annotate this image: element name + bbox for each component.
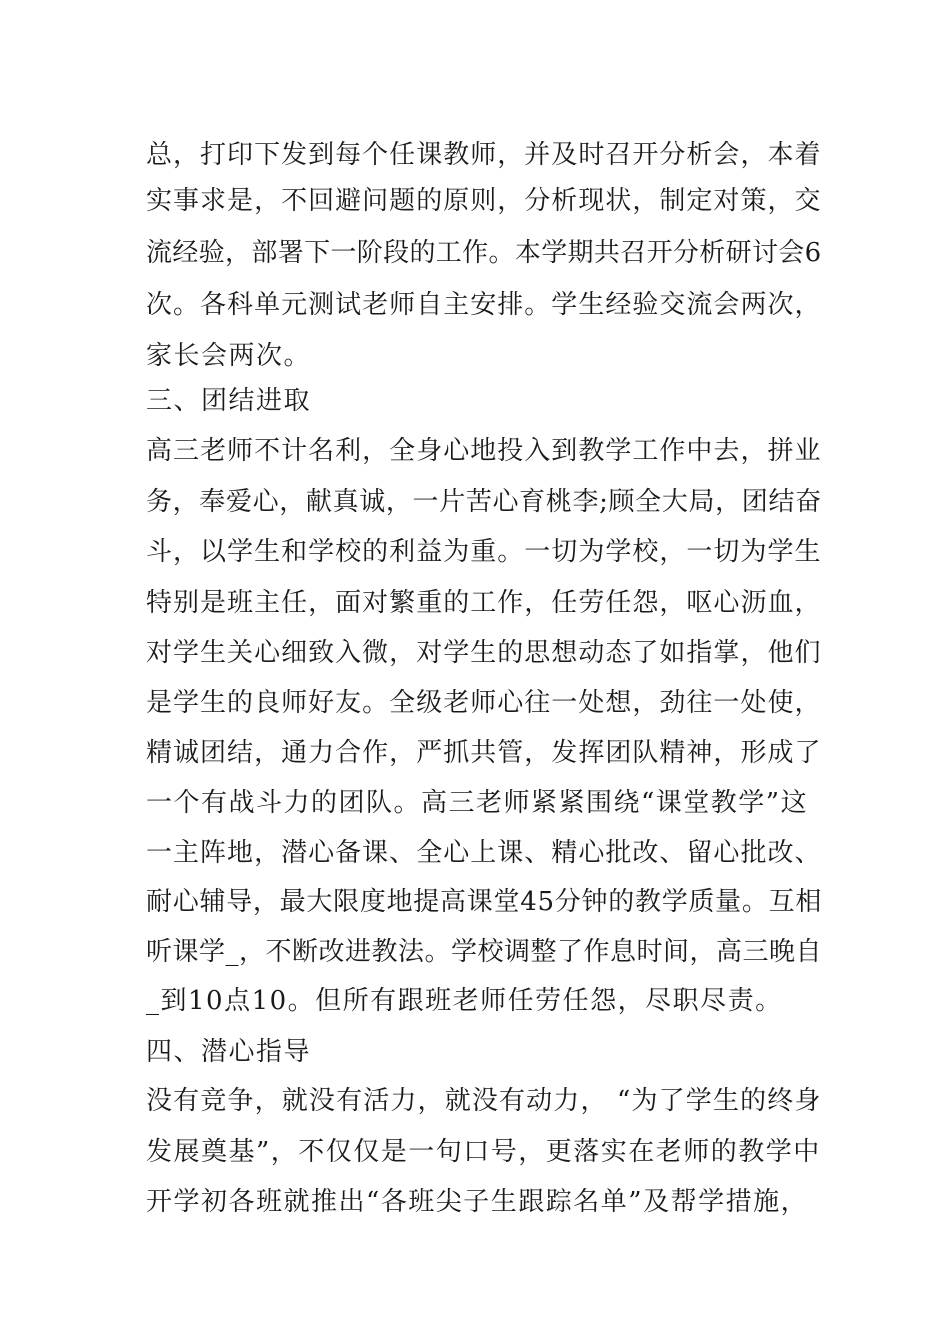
- text-line: 听课学_，不断改进教法。学校调整了作息时间，高三晚自: [146, 937, 823, 967]
- text-line: 特别是班主任，面对繁重的工作，任劳任怨，呕心沥血，: [146, 588, 822, 618]
- text-line: 家长会两次。: [146, 341, 312, 371]
- text-line: 对学生关心细致入微，对学生的思想动态了如指掌，他们: [146, 638, 822, 668]
- section-heading: 三、团结进取: [146, 386, 312, 416]
- text-line: 流经验，部署下一阶段的工作。本学期共召开分析研讨会6: [146, 238, 822, 268]
- text-line: 总，打印下发到每个任课教师，并及时召开分析会，本着: [146, 140, 822, 170]
- text-line: 一主阵地，潜心备课、全心上课、精心批改、留心批改、: [146, 838, 822, 868]
- text-line: 精诚团结，通力合作，严抓共管，发挥团队精神，形成了: [146, 738, 822, 768]
- text-line: 务，奉爱心，献真诚，一片苦心育桃李;顾全大局，团结奋: [146, 487, 822, 517]
- text-line: 实事求是，不回避问题的原则，分析现状，制定对策，交: [146, 186, 822, 216]
- text-line: 一个有战斗力的团队。高三老师紧紧围绕“课堂教学”这: [146, 788, 809, 818]
- text-line: _到10点10。但所有跟班老师任劳任怨，尽职尽责。: [146, 986, 783, 1016]
- text-line: 没有竞争，就没有活力，就没有动力， “为了学生的终身: [146, 1086, 822, 1116]
- text-line: 斗，以学生和学校的利益为重。一切为学校，一切为学生: [146, 537, 822, 567]
- section-heading: 四、潜心指导: [146, 1037, 312, 1067]
- text-line: 发展奠基”，不仅仅是一句口号，更落实在老师的教学中: [146, 1137, 821, 1167]
- text-line: 耐心辅导，最大限度地提高课堂45分钟的教学质量。互相: [146, 887, 823, 917]
- text-line: 高三老师不计名利，全身心地投入到教学工作中去，拼业: [146, 436, 822, 466]
- text-line: 开学初各班就推出“各班尖子生跟踪名单”及帮学措施，: [146, 1187, 809, 1217]
- text-line: 次。各科单元测试老师自主安排。学生经验交流会两次，: [146, 290, 822, 320]
- text-line: 是学生的良师好友。全级老师心往一处想，劲往一处使，: [146, 688, 822, 718]
